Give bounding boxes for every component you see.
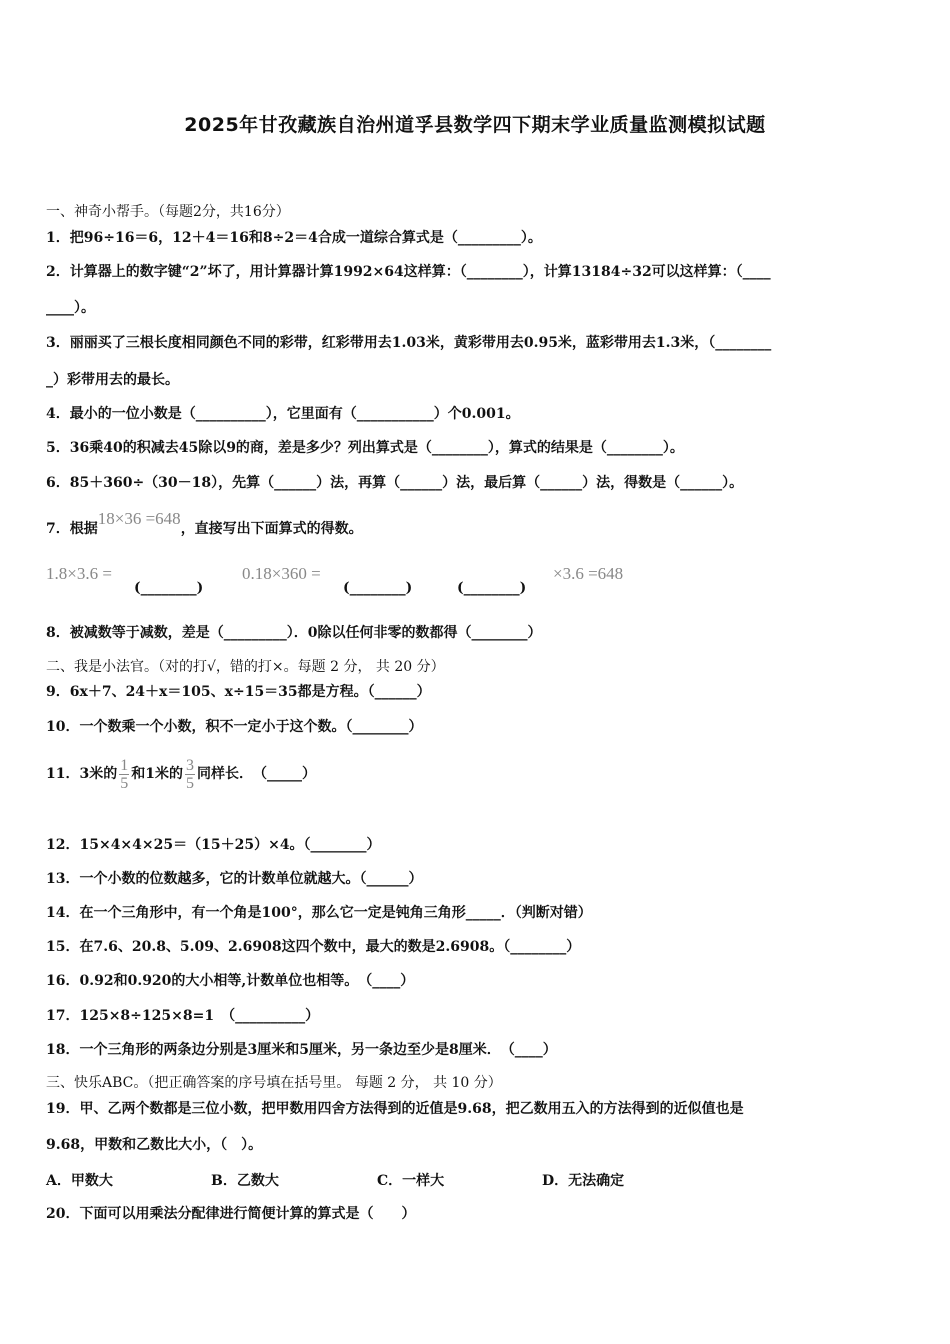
question-7-expr-1 [46, 564, 112, 585]
question-19-line-1: 19．甲、乙两个数都是三位小数，把甲数用四舍方法得到的近值是9.68，把乙数用五入的方法得到的近似值也是 [46, 1101, 744, 1117]
question-17: 17．125×8÷125×8=1 （__________） [46, 1008, 320, 1024]
question-14: 14．在一个三角形中，有一个角是100°，那么它一定是钝角三角形_____．（判断对错） [46, 905, 592, 921]
expr-1-text: 1.8×3.6 = [46, 564, 112, 583]
fraction-1-denominator: 5 [120, 774, 129, 792]
question-3-line-1: 3．丽丽买了三根长度相同颜色不同的彩带，红彩带用去1.03米，黄彩带用去0.95米，蓝彩带用去1.3米，（________ [46, 335, 772, 351]
section-3-heading: 三、快乐ABC。（把正确答案的序号填在括号里。 每题 2 分， 共 10 分） [46, 1075, 502, 1091]
question-7-blank-3: (________) [457, 580, 527, 596]
question-7-suffix: ，直接写出下面算式的得数。 [180, 521, 363, 537]
question-15: 15．在7.6、20.8、5.09、2.6908这四个数中，最大的数是2.6908。（________） [46, 939, 581, 955]
question-7-expr-3 [553, 564, 623, 585]
question-19-option-c: C．一样大 [377, 1173, 445, 1189]
fraction-2-denominator: 5 [185, 774, 194, 792]
question-9: 9．6x＋7、24＋x＝105、x÷15＝35都是方程。（______） [46, 684, 431, 700]
question-11-part-a: 11．3米的 [46, 766, 118, 782]
question-18: 18．一个三角形的两条边分别是3厘米和5厘米，另一条边至少是8厘米． （____） [46, 1042, 557, 1058]
question-5: 5．36乘40的积减去45除以9的商，差是多少？列出算式是（________），算式的结果是（________）。 [46, 440, 684, 456]
fraction-one-fifth [119, 757, 129, 792]
question-2-line-2: ____）。 [46, 300, 95, 316]
fraction-1-numerator: 1 [120, 756, 129, 774]
question-19-option-a: A．甲数大 [46, 1173, 113, 1189]
question-4: 4．最小的一位小数是（__________），它里面有（___________）个0.001。 [46, 406, 520, 422]
question-11 [46, 754, 316, 794]
question-19-option-d: D．无法确定 [542, 1173, 625, 1189]
question-13: 13．一个小数的位数越多，它的计数单位就越大。（______） [46, 871, 423, 887]
question-8: 8．被减数等于减数，差是（_________）．0除以任何非零的数都得（________） [46, 625, 542, 641]
expr-2-text: 0.18×360 = [242, 564, 321, 583]
question-6: 6．85＋360÷（30－18），先算（______）法，再算（______）法，最后算（______）法，得数是（______）。 [46, 475, 744, 491]
question-1: 1．把96÷16＝6，12＋4＝16和8÷2＝4合成一道综合算式是（_________）。 [46, 230, 542, 246]
question-19-option-b: B．乙数大 [211, 1173, 279, 1189]
section-2-heading: 二、我是小法官。（对的打√，错的打×。每题 2 分， 共 20 分） [46, 659, 445, 675]
question-2-line-1: 2．计算器上的数字键“2”坏了，用计算器计算1992×64这样算：（________），计算13184÷32可以这样算：（____ [46, 264, 771, 280]
question-7-prefix: 7．根据 [46, 521, 98, 537]
question-7-blank-2: (________) [343, 580, 413, 596]
question-20: 20．下面可以用乘法分配律进行简便计算的算式是（ ） [46, 1206, 416, 1222]
fraction-three-fifths [185, 757, 195, 792]
expr-3-text: ×3.6 =648 [553, 564, 624, 583]
question-16: 16．0.92和0.920的大小相等,计数单位也相等。 （____） [46, 973, 415, 989]
section-1-heading: 一、神奇小帮手。（每题2分，共16分） [46, 204, 290, 220]
question-7-expr-2 [242, 564, 321, 585]
question-7-blank-1: (________) [134, 580, 204, 596]
question-11-part-b: 和1米的 [131, 766, 183, 782]
fraction-2-numerator: 3 [185, 756, 194, 774]
question-7-given-equation: 18×36 =648 [97, 509, 181, 528]
page-title: 2025年甘孜藏族自治州道孚县数学四下期末学业质量监测模拟试题 [184, 114, 766, 136]
question-12: 12．15×4×4×25＝（15＋25）×4。（________） [46, 837, 381, 853]
question-19-line-2: 9.68，甲数和乙数比大小，（ ）。 [46, 1137, 263, 1153]
question-11-part-c: 同样长． （_____） [196, 766, 316, 782]
question-3-line-2: _）彩带用去的最长。 [46, 372, 179, 388]
question-7 [46, 509, 363, 539]
question-10: 10．一个数乘一个小数，积不一定小于这个数。（________） [46, 719, 423, 735]
